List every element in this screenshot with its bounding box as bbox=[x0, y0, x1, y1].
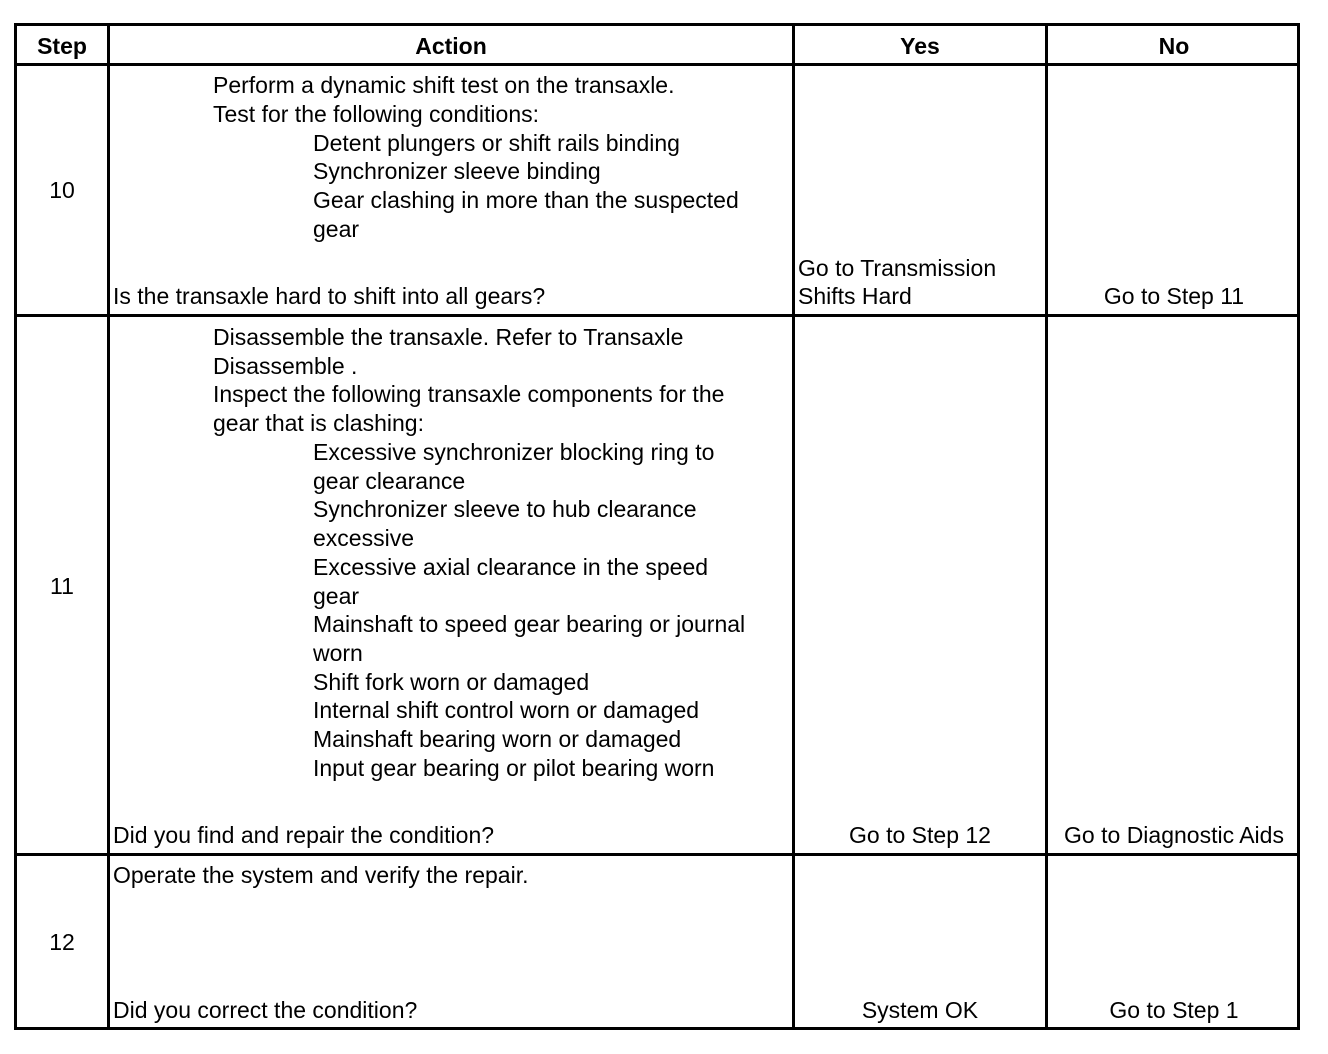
step-number: 11 bbox=[50, 573, 74, 599]
action-intro-line: Perform a dynamic shift test on the transaxle. bbox=[213, 72, 675, 98]
column-divider bbox=[1045, 26, 1048, 1027]
condition-line: Mainshaft bearing worn or damaged bbox=[313, 726, 682, 752]
header-action: Action bbox=[415, 33, 487, 59]
condition-line: Synchronizer sleeve binding bbox=[313, 158, 601, 184]
action-intro-line: Inspect the following transaxle components for the bbox=[213, 381, 725, 407]
row-divider bbox=[17, 63, 1297, 66]
condition-line: Shift fork worn or damaged bbox=[313, 669, 590, 695]
header-no: No bbox=[1158, 33, 1190, 59]
action-intro-line: Disassemble . bbox=[213, 353, 358, 379]
column-divider bbox=[792, 26, 795, 1027]
diagnostic-table bbox=[14, 23, 1300, 1030]
yes-result: System OK bbox=[861, 997, 979, 1023]
yes-result-line: Go to Transmission bbox=[798, 255, 997, 281]
condition-line: gear clearance bbox=[313, 468, 466, 494]
condition-line: Internal shift control worn or damaged bbox=[313, 697, 700, 723]
condition-line: Gear clashing in more than the suspected bbox=[313, 187, 739, 213]
no-result: Go to Step 11 bbox=[1103, 283, 1245, 309]
yes-result-line: Shifts Hard bbox=[798, 283, 912, 309]
condition-line: gear bbox=[313, 583, 360, 609]
condition-line: Mainshaft to speed gear bearing or journal bbox=[313, 611, 746, 637]
step-number: 12 bbox=[49, 929, 75, 955]
header-yes: Yes bbox=[900, 33, 940, 59]
row-divider bbox=[17, 853, 1297, 856]
action-intro-line: Disassemble the transaxle. Refer to Transaxle bbox=[213, 324, 684, 350]
action-intro-line: Operate the system and verify the repair. bbox=[113, 862, 529, 888]
condition-line: Excessive synchronizer blocking ring to bbox=[313, 439, 715, 465]
row-divider bbox=[17, 314, 1297, 317]
condition-line: excessive bbox=[313, 525, 414, 551]
action-question: Did you correct the condition? bbox=[113, 997, 418, 1023]
action-question: Did you find and repair the condition? bbox=[113, 822, 495, 848]
condition-line: gear bbox=[313, 216, 360, 242]
condition-line: Detent plungers or shift rails binding bbox=[313, 130, 680, 156]
action-intro-line: Test for the following conditions: bbox=[213, 101, 540, 127]
action-question: Is the transaxle hard to shift into all gears? bbox=[113, 283, 546, 309]
yes-result: Go to Step 12 bbox=[849, 822, 991, 848]
condition-line: Synchronizer sleeve to hub clearance bbox=[313, 496, 697, 522]
column-divider bbox=[107, 26, 110, 1027]
action-intro-line: gear that is clashing: bbox=[213, 410, 424, 436]
condition-line: Input gear bearing or pilot bearing worn bbox=[313, 755, 715, 781]
condition-line: Excessive axial clearance in the speed bbox=[313, 554, 709, 580]
step-number: 10 bbox=[49, 177, 75, 203]
no-result: Go to Diagnostic Aids bbox=[1064, 822, 1284, 848]
condition-line: worn bbox=[313, 640, 363, 666]
no-result: Go to Step 1 bbox=[1109, 997, 1239, 1023]
header-step: Step bbox=[37, 33, 87, 59]
